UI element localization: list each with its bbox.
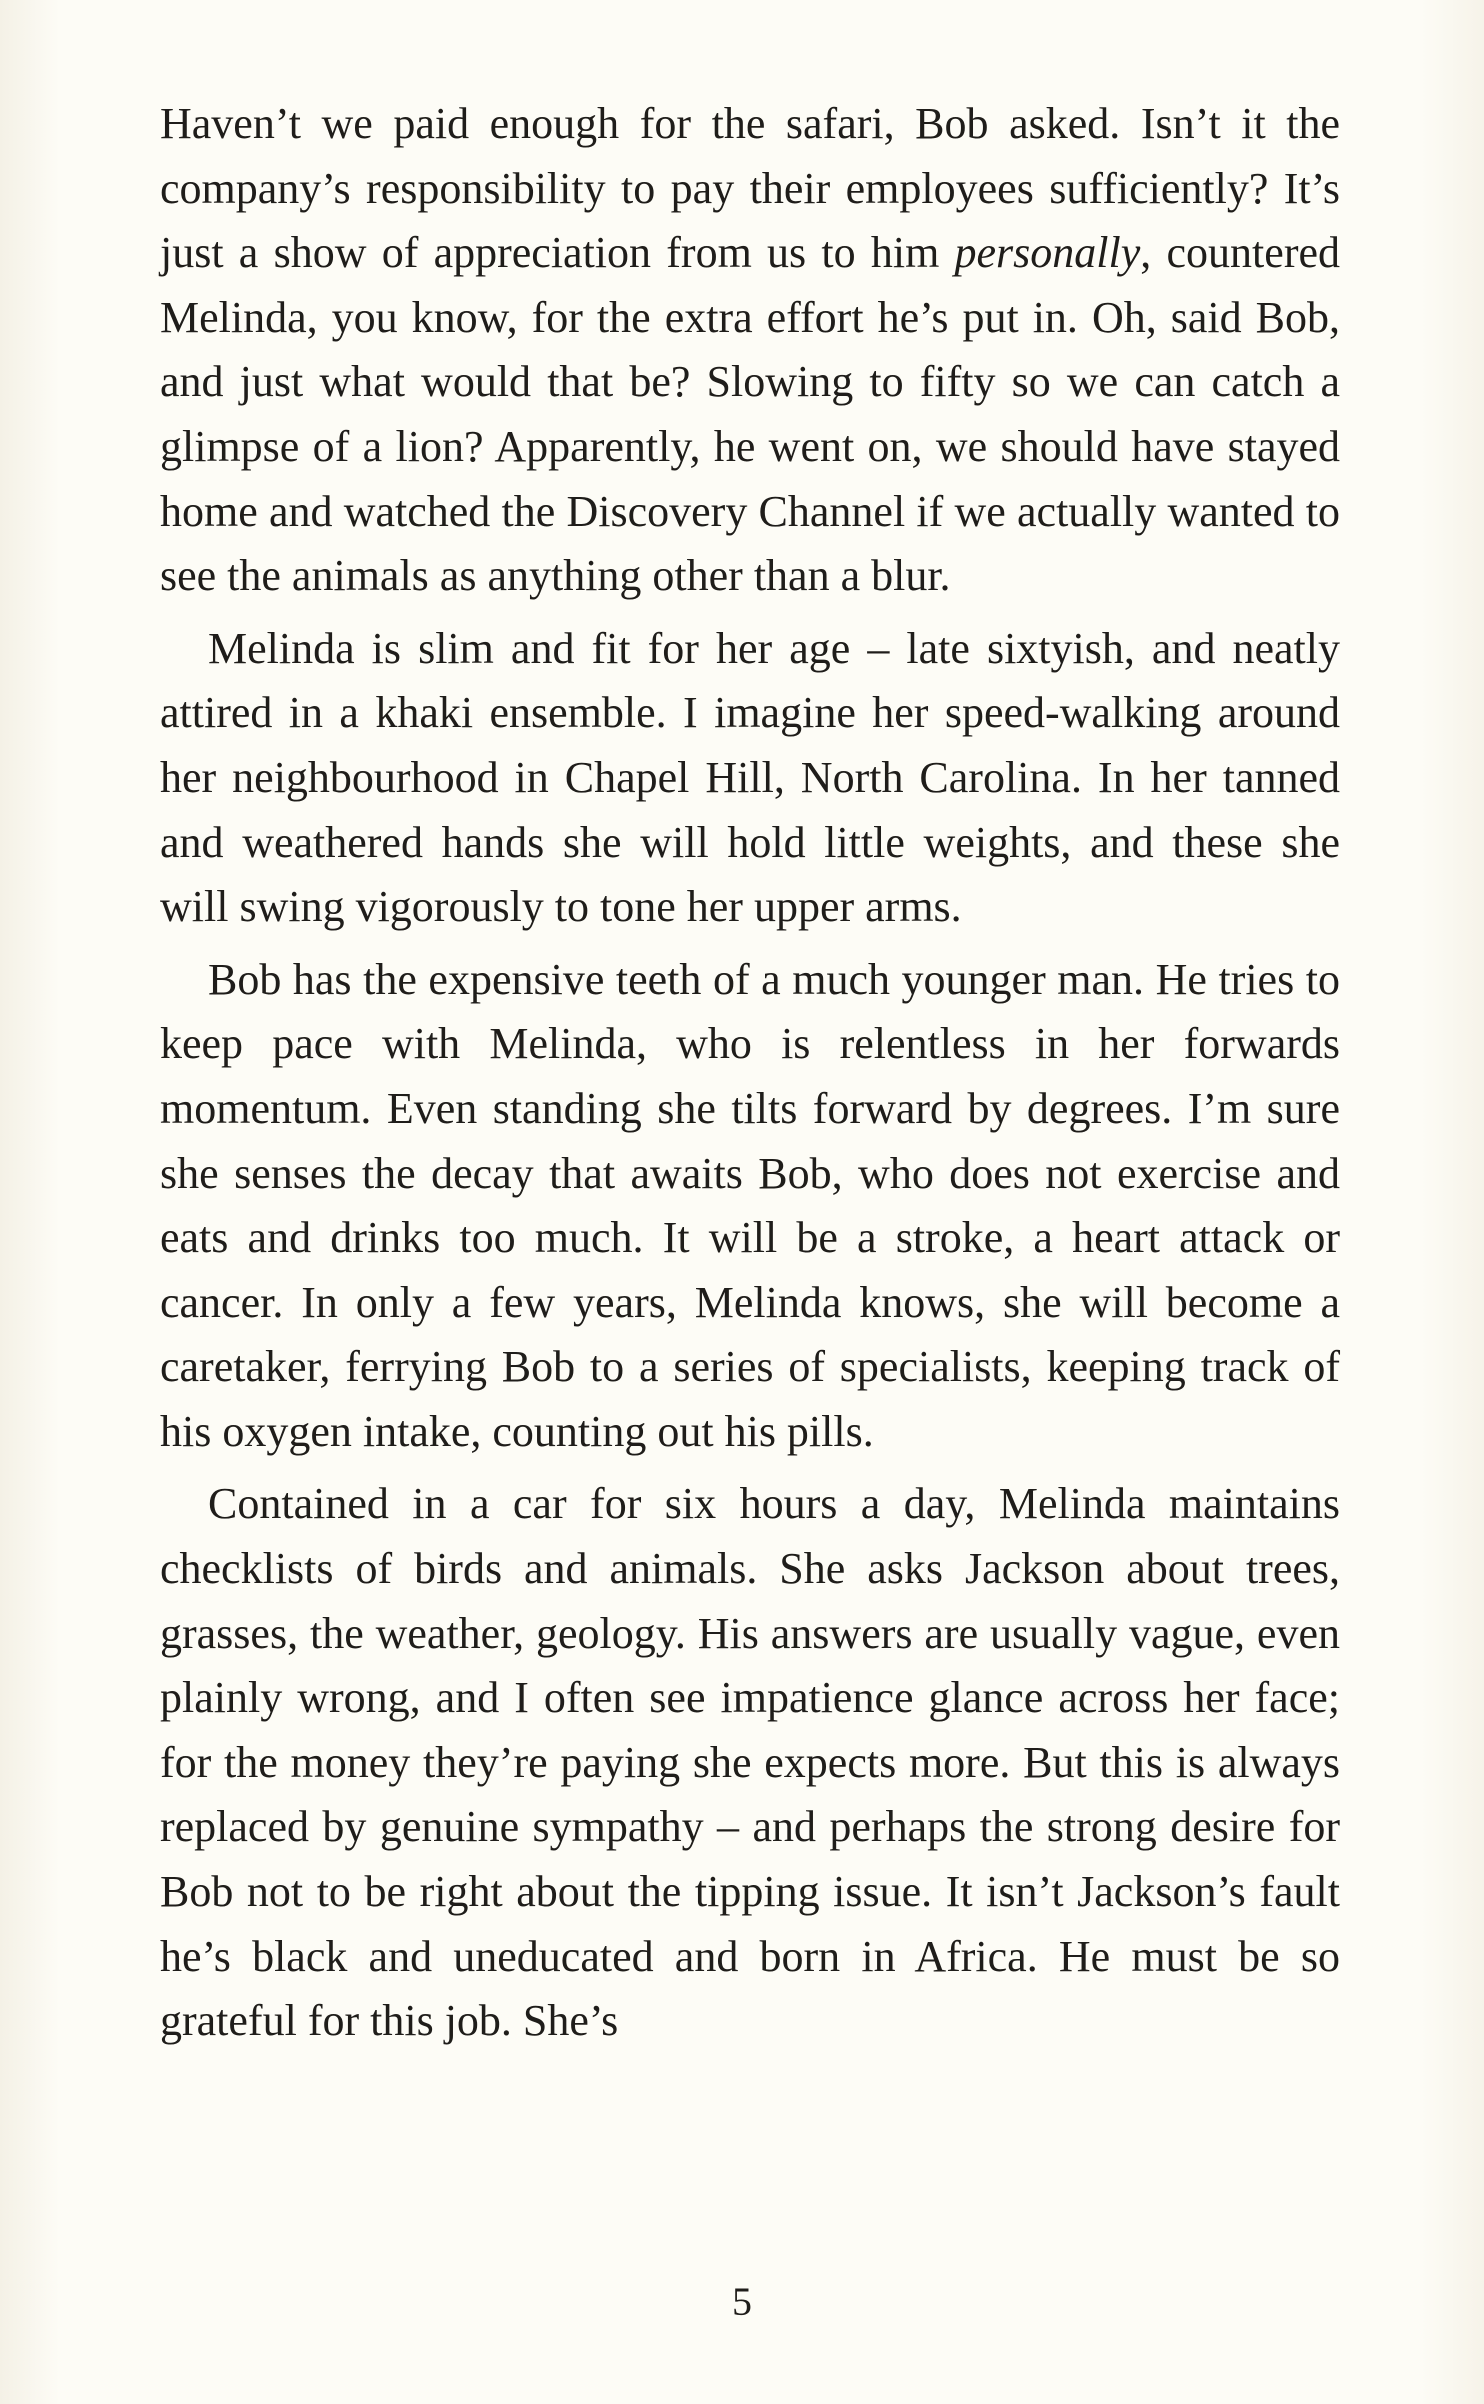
page-number: 5 [732,2279,752,2324]
paragraph-1 [160,92,1340,609]
paragraph-2: Melinda is slim and fit for her age – late sixtyish, and neatly attired in a khaki ensemble. I imagine her speed-walking around her neighbourhood in Chapel Hill, North Carolina. In her tanned and weathered hands she will hold little weights, and these she will swing vigorously to tone her upper arms. [160,623,1340,932]
paragraph-3: Bob has the expensive teeth of a much younger man. He tries to keep pace with Melinda, who is relentless in her forwards momentum. Even standing she tilts forward by degrees. I’m sure she senses the decay that awaits Bob, who does not exercise and eats and drinks too much. It will be a stroke, a heart attack or cancer. In only a few years, Melinda knows, she will become a caretaker, ferrying Bob to a series of specialists, keeping track of his oxygen intake, counting out his pills. [160,954,1340,1456]
paragraph-1-part-3: , countered Melinda, you know, for the extra effort he’s put in. Oh, said Bob, and just what would that be? Slowing to fifty so we can catch a glimpse of a lion? Apparently, he went on, we should have stayed home and watched the Discovery Channel if we actually wanted to see the animals as anything other than a blur. [160,228,1340,601]
paragraph-4: Contained in a car for six hours a day, Melinda maintains checklists of birds and animals. She asks Jackson about trees, grasses, the weather, geology. His answers are usually vague, even plainly wrong, and I often see impatience glance across her face; for the money they’re paying she expects more. But this is always replaced by genuine sympathy – and perhaps the strong desire for Bob not to be right about the tipping issue. It isn’t Jackson’s fault he’s black and uneducated and born in Africa. He must be so grateful for this job. She’s [160,1479,1340,2046]
emphasis-personally: personally [954,228,1141,278]
body-text [160,92,1340,2062]
paragraph-1-part-1: Haven’t we paid enough for the safari, Bob asked. Isn’t it the company’s responsibility to pay their employees sufficiently? It’s just a show of appreciation from us to him [160,99,1340,278]
